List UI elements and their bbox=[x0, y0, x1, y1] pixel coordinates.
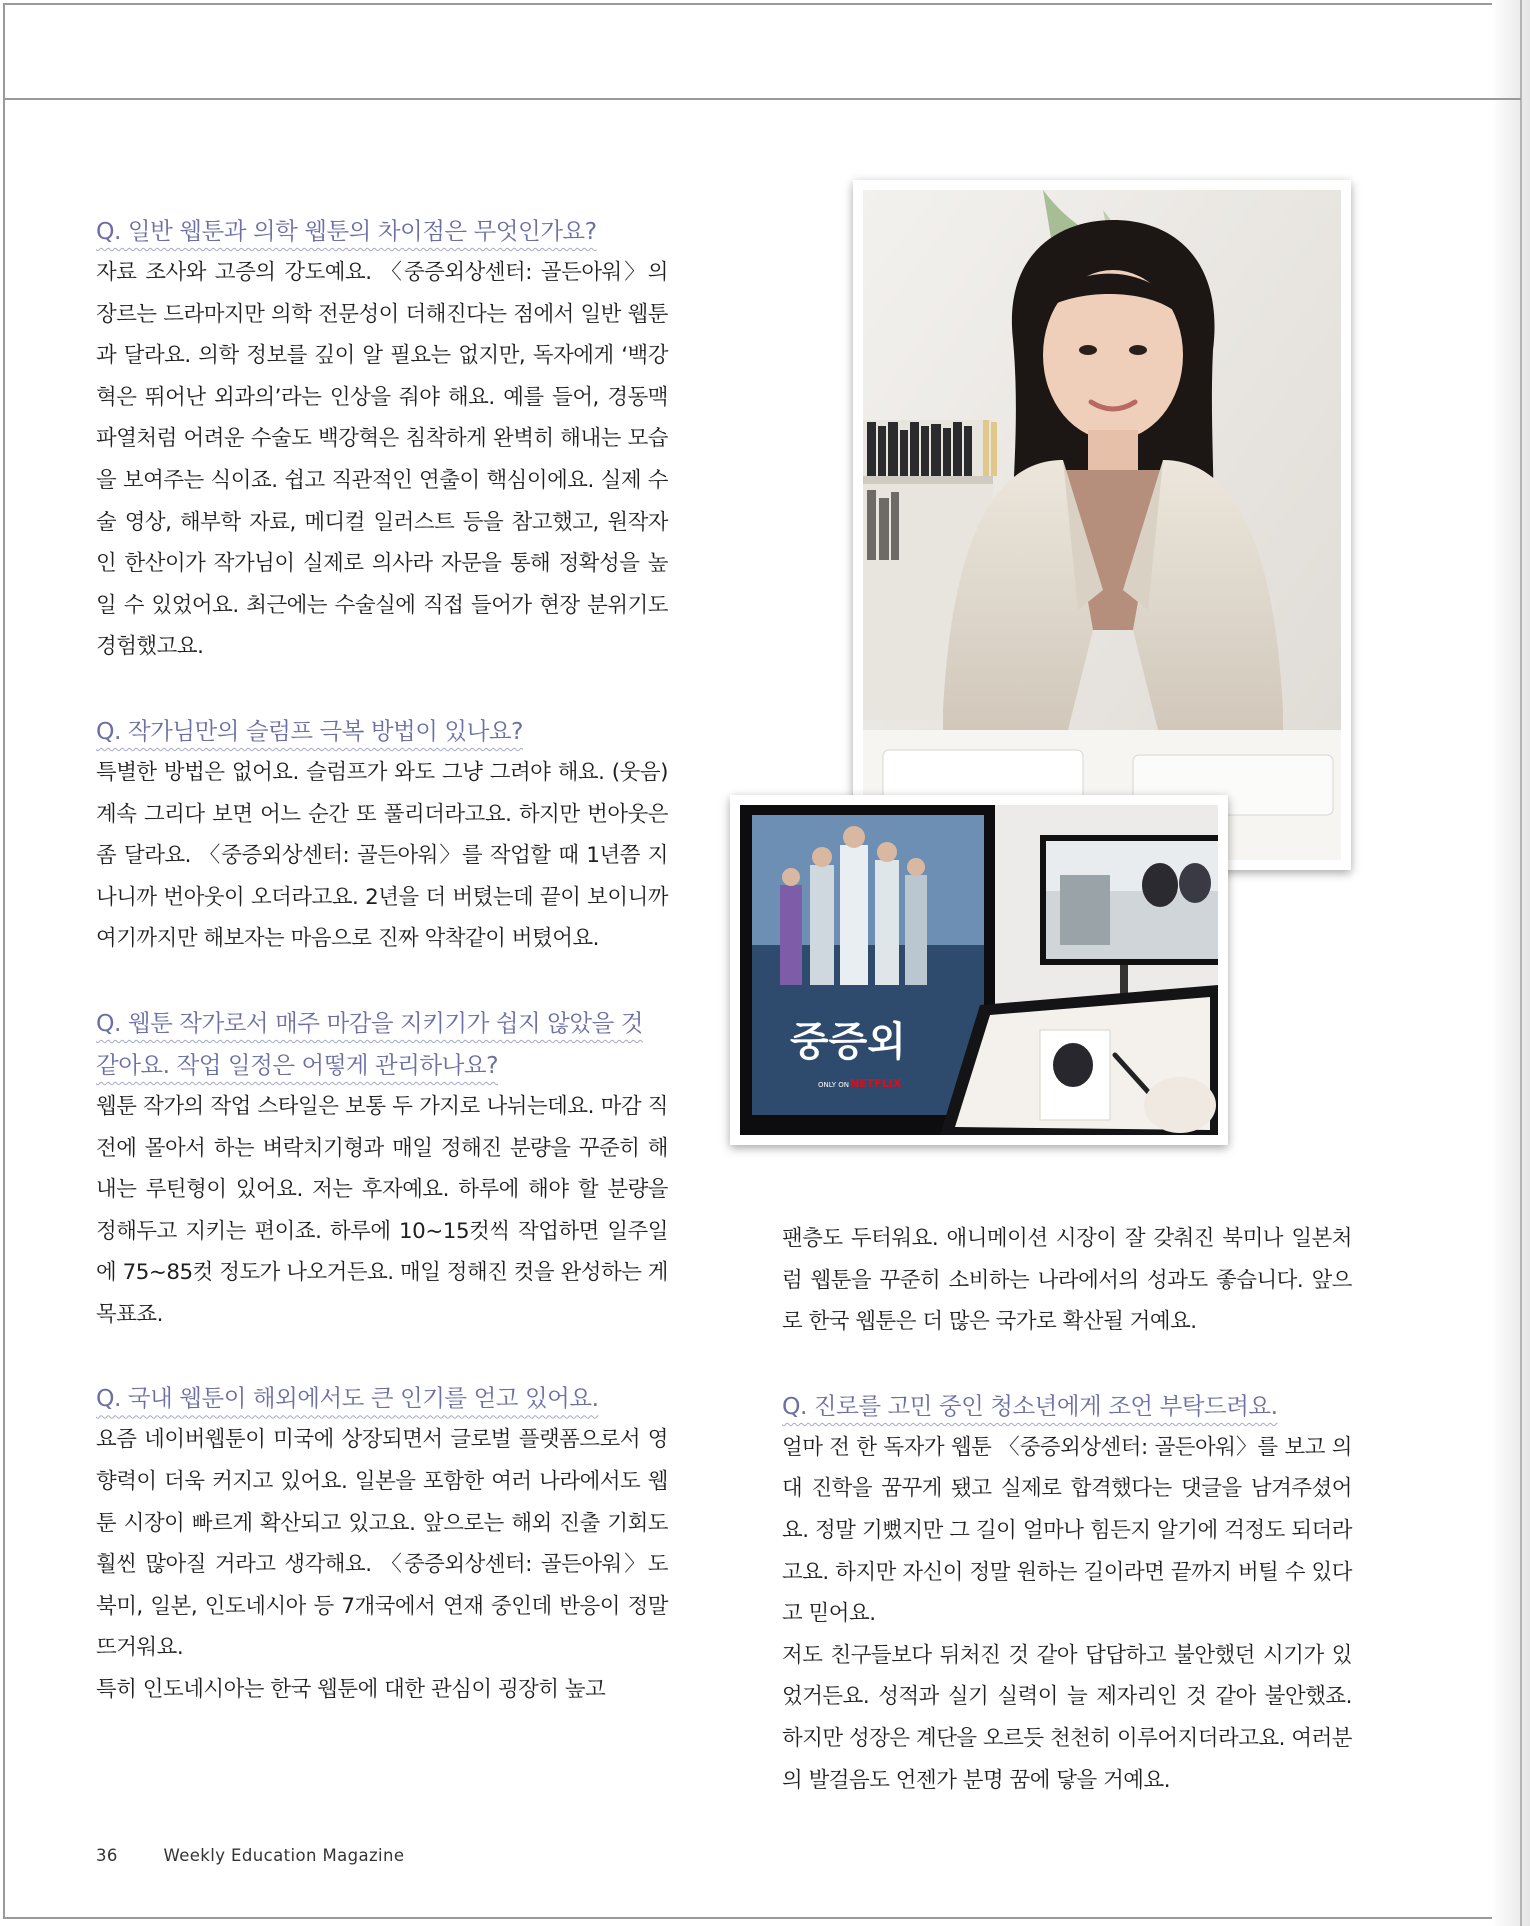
question-heading: Q. 작가님만의 슬럼프 극복 방법이 있나요? bbox=[96, 716, 524, 745]
poster-title: 중증외 bbox=[790, 1019, 906, 1065]
answer-paragraph: 웹툰 작가의 작업 스타일은 보통 두 가지로 나뉘는데요. 마감 직전에 몰아서 하는 벼락치기형과 매일 정해진 분량을 꾸준히 해내는 루틴형이 있어요. 저는 후자예요. 하루에 해야 할 분량을 정해두고 지키는 편이죠. 하루에 10~15컷씩 작업하면 일주일에 75~85컷 정도가 나오거든요. 매일 정해진 컷을 완성하는 게 목표죠. bbox=[96, 1093, 668, 1327]
qa-section-overseas bbox=[96, 1377, 668, 1710]
right-column bbox=[782, 1218, 1352, 1801]
qa-section-difference bbox=[96, 210, 668, 668]
answer-paragraph: 자료 조사와 고증의 강도예요. 〈중증외상센터: 골든아워〉의 장르는 드라마지만 의학 전문성이 더해진다는 점에서 일반 웹툰과 달라요. 의학 정보를 깊이 알 필요는 없지만, 독자에게 ‘백강혁은 뛰어난 외과의’라는 인상을 줘야 해요. 예를 들어, 경동맥 파열처럼 어려운 수술도 백강혁은 침착하게 완벽히 해내는 모습을 보여주는 식이죠. 쉽고 직관적인 연출이 핵심이에요. 실제 수술 영상, 해부학 자료, 메디컬 일러스트 등을 참고했고, 원작자인 한산이가 작가님이 실제로 의사라 자문을 통해 정확성을 높일 수 있었어요. 최근에는 수술실에 직접 들어가 현장 분위기도 경험했고요. bbox=[96, 260, 668, 660]
page-edge-line bbox=[1520, 0, 1522, 1926]
header-rule bbox=[3, 98, 1521, 100]
question-heading: Q. 일반 웹툰과 의학 웹툰의 차이점은 무엇인가요? bbox=[96, 217, 597, 245]
answer-paragraph: 특별한 방법은 없어요. 슬럼프가 와도 그냥 그려야 해요. (웃음) 계속 그리다 보면 어느 순간 또 풀리더라고요. 하지만 번아웃은 좀 달라요. 〈중증외상센터: 골든아워〉를 작업할 때 1년쯤 지나니까 번아웃이 오더라고요. 2년을 더 버텼는데 끝이 보이니까 여기까지만 해보자는 마음으로 진짜 악착같이 버텼어요. bbox=[96, 759, 668, 952]
page-number: 36 bbox=[96, 1846, 118, 1865]
answer-paragraph: 얼마 전 한 독자가 웹툰 〈중증외상센터: 골든아워〉를 보고 의대 진학을 꿈꾸게 됐고 실제로 합격했다는 댓글을 남겨주셨어요. 정말 기뻤지만 그 길이 얼마나 힘든지 알기에 걱정도 되더라고요. 하지만 자신이 정말 원하는 길이라면 끝까지 버틸 수 있다고 믿어요. bbox=[782, 1434, 1352, 1627]
question-heading: Q. 진로를 고민 중인 청소년에게 조언 부탁드려요. bbox=[782, 1391, 1278, 1420]
page-curl-edge bbox=[1492, 0, 1530, 1926]
answer-paragraph: 팬층도 두터워요. 애니메이션 시장이 잘 갖춰진 북미나 일본처럼 웹툰을 꾸준히 소비하는 나라에서의 성과도 좋습니다. 앞으로 한국 웹툰은 더 많은 국가로 확산될 거예요. bbox=[782, 1226, 1352, 1335]
answer-paragraph: 요즘 네이버웹툰이 미국에 상장되면서 글로벌 플랫폼으로서 영향력이 더욱 커지고 있어요. 일본을 포함한 여러 나라에서도 웹툰 시장이 빠르게 확산되고 있고요. 앞으로는 해외 진출 기회도 훨씬 많아질 거라고 생각해요. 〈중증외상센터: 골든아워〉도 북미, 일본, 인도네시아 등 7개국에서 연재 중인데 반응이 정말 뜨거워요. bbox=[96, 1427, 668, 1661]
qa-section-deadline bbox=[96, 1002, 668, 1336]
page-footer bbox=[96, 1846, 404, 1865]
qa-section-advice bbox=[782, 1385, 1352, 1801]
poster-netflix-prefix: ONLY ON bbox=[818, 1081, 849, 1089]
workspace-photo bbox=[730, 795, 1228, 1145]
left-column bbox=[96, 210, 668, 1711]
question-heading: Q. 국내 웹툰이 해외에서도 큰 인기를 얻고 있어요. bbox=[96, 1384, 599, 1413]
portrait-illustration bbox=[863, 190, 1341, 860]
portrait-photo bbox=[853, 180, 1351, 870]
magazine-name: Weekly Education Magazine bbox=[163, 1846, 405, 1865]
qa-section-overseas-continued bbox=[782, 1218, 1352, 1343]
question-heading: Q. 웹툰 작가로서 매주 마감을 지키기가 쉽지 않았을 것 같아요. 작업 일정은 어떻게 관리하나요? bbox=[96, 1008, 643, 1079]
netflix-logo: NETFLIX bbox=[850, 1077, 902, 1090]
answer-paragraph: 저도 친구들보다 뒤처진 것 같아 답답하고 불안했던 시기가 있었거든요. 성적과 실기 실력이 늘 제자리인 것 같아 불안했죠. 하지만 성장은 계단을 오르듯 천천히 이루어지더라고요. 여러분의 발걸음도 언젠가 분명 꿈에 닿을 거예요. bbox=[782, 1642, 1352, 1793]
answer-paragraph: 특히 인도네시아는 한국 웹툰에 대한 관심이 굉장히 높고 bbox=[96, 1677, 606, 1703]
workspace-illustration bbox=[740, 805, 1218, 1135]
qa-section-slump bbox=[96, 710, 668, 960]
